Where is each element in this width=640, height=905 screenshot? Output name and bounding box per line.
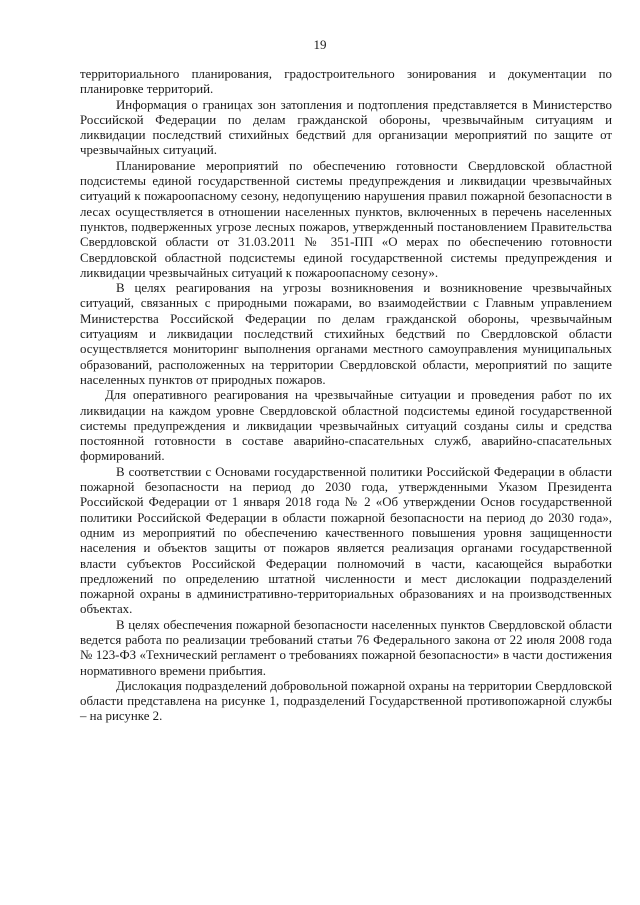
page-number: 19 [313, 37, 327, 52]
paragraph-natural-fires-monitoring: В целях реагирования на угрозы возникновения и возникновение чрезвычайных ситуаций, связанных с природными пожарами, во взаимодействии с Главным управлением Министерства Российской Федерации по делам гражданской обороны, чрезвычайным ситуациям и ликвидации последствий стихийных бедствий по Свердловской области осуществляется мониторинг выполнения органами местного самоуправления муниципальных образований, расположенных на территории Свердловской области, мероприятий по защите населенных пунктов от природных пожаров. [80, 281, 612, 387]
paragraph-continuation: территориального планирования, градостроительного зонирования и документации по планировке территорий. [80, 67, 612, 97]
paragraph-arrival-time: В целях обеспечения пожарной безопасности населенных пунктов Свердловской области ведется работа по реализации требований статьи 76 Федерального закона от 22 июля 2008 года № 123-ФЗ «Технический регламент о требованиях пожарной безопасности» в части достижения нормативного времени прибытия. [80, 617, 612, 678]
document-body [80, 67, 612, 725]
paragraph-rescue-forces: Для оперативного реагирования на чрезвычайные ситуации и проведения работ по их ликвидации на каждом уровне Свердловской областной подсистемы единой государственной системы предупреждения и ликвидации чрезвычайных ситуаций созданы силы и средства постоянной готовности в составе аварийно-спасательных служб, аварийно-спасательных формирований. [80, 388, 612, 464]
paragraph-flood-zones: Информация о границах зон затопления и подтопления представляется в Министерство Российской Федерации по делам гражданской обороны, чрезвычайным ситуациям и ликвидации последствий стихийных бедствий для организации мероприятий по защите от чрезвычайных ситуаций. [80, 97, 612, 158]
paragraph-state-policy: В соответствии с Основами государственной политики Российской Федерации в области пожарной безопасности на период до 2030 года, утвержденными Указом Президента Российской Федерации от 1 января 2018 года № 2 «Об утверждении Основ государственной политики Российской Федерации в области пожарной безопасности на период до 2030 года», одним из мероприятий по обеспечению качественного повышения уровня защищенности населения и объектов защиты от пожаров является реализация органами государственной власти субъектов Российской Федерации полномочий в части, касающейся выработки предложений по определению штатной численности и мест дислокации подразделений пожарной охраны в административно-территориальных образованиях и на производственных объектах. [80, 464, 612, 617]
paragraph-fire-season-planning: Планирование мероприятий по обеспечению готовности Свердловской областной подсистемы единой государственной системы предупреждения и ликвидации чрезвычайных ситуаций к пожароопасному сезону, недопущению нарушения правил пожарной безопасности в лесах осуществляется в отношении населенных пунктов, включенных в перечень населенных пунктов, подверженных угрозе лесных пожаров, утвержденный постановлением Правительства Свердловской области от 31.03.2011 № 351-ПП «О мерах по обеспечению готовности Свердловской областной подсистемы единой государственной системы предупреждения и ликвидации чрезвычайных ситуаций к пожароопасному сезону». [80, 158, 612, 280]
paragraph-figure-reference: Дислокация подразделений добровольной пожарной охраны на территории Свердловской области представлена на рисунке 1, подразделений Государственной противопожарной службы – на рисунке 2. [80, 678, 612, 724]
